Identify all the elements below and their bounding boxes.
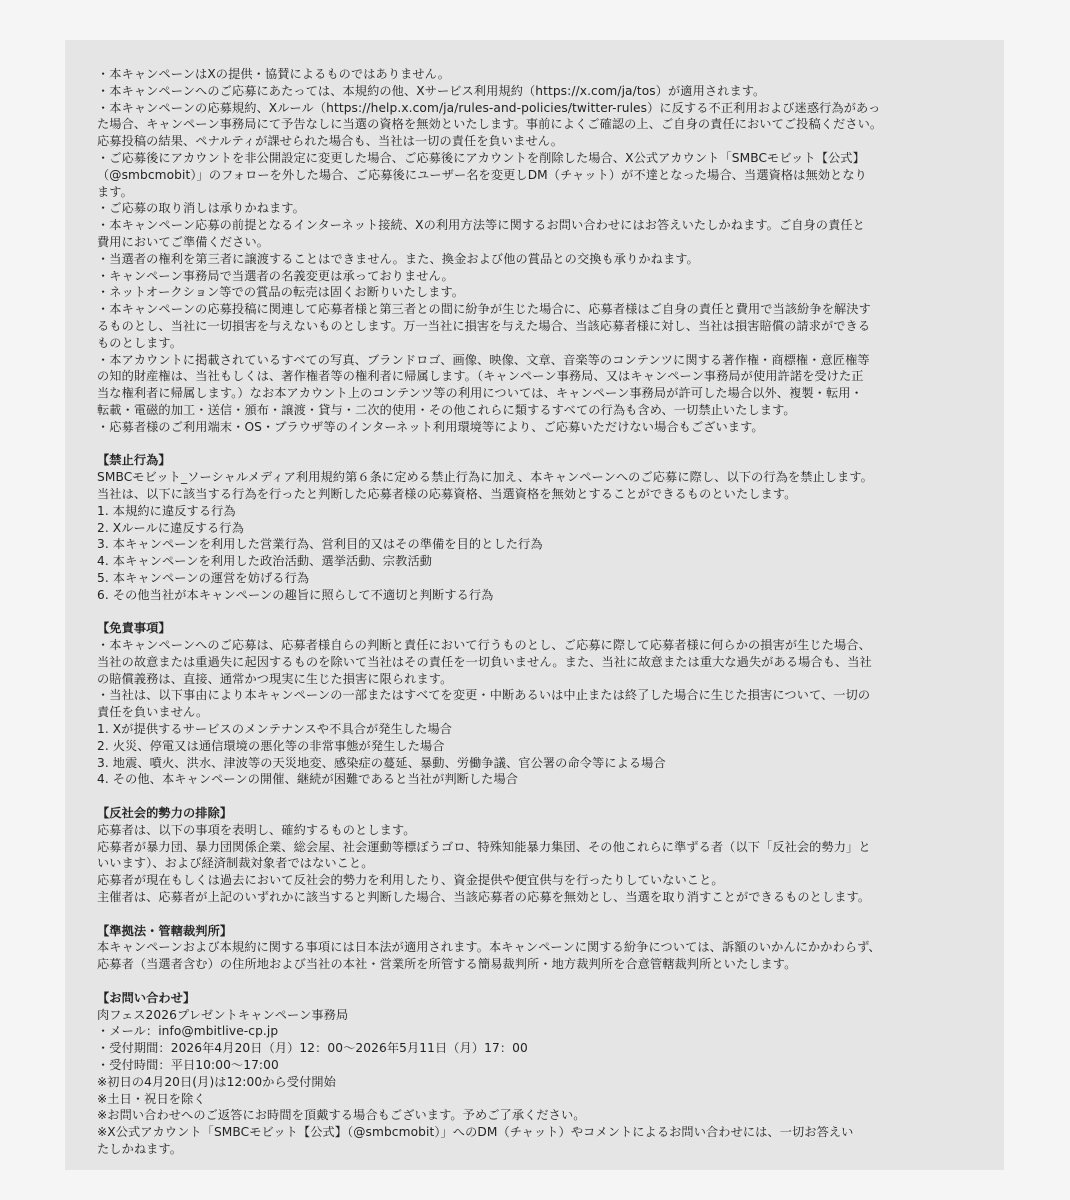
disclaimer-section: [97, 620, 976, 788]
prohibited-section: [97, 452, 976, 603]
section-heading: 【反社会的勢力の排除】: [97, 806, 233, 821]
disclaimer-line: 4. その他、本キャンペーンの開催、継続が困難であると当社が判断した場合: [97, 772, 519, 787]
notes-line: ・ネットオークション等での賞品の転売は固くお断りいたします。: [97, 285, 465, 300]
antisocial-line: いいます）、および経済制裁対象者ではないこと。: [97, 856, 374, 871]
prohibited-line: 6. その他当社が本キャンペーンの趣旨に照らして不適切と判断する行為: [97, 587, 494, 602]
disclaimer-line: 1. Xが提供するサービスのメンテナンスや不具合が発生した場合: [97, 722, 453, 737]
contact-line: ※お問い合わせへのご返答にお時間を頂戴する場合もございます。予めご了承ください。: [97, 1108, 586, 1123]
disclaimer-line: 3. 地震、噴火、洪水、津波等の天災地変、感染症の蔓延、暴動、労働争議、官公署の命令等による場合: [97, 755, 666, 770]
notes-line: ・応募者様のご利用端末・OS・ブラウザ等のインターネット利用環境等により、ご応募いただけない場合もございます。: [97, 419, 764, 434]
notes-line: ・本キャンペーンの応募投稿に関連して応募者様と第三者との間に紛争が生じた場合に、応募者様はご自身の責任と費用で当該紛争を解決す: [97, 302, 871, 317]
disclaimer-line: 2. 火災、停電又は通信環境の悪化等の非常事態が発生した場合: [97, 738, 445, 753]
notes-line: 応募投稿の結果、ペナルティが課せられた場合も、当社は一切の責任を負いません。: [97, 134, 564, 149]
notes-section: [97, 66, 976, 436]
notes-line: ・本キャンペーン応募の前提となるインターネット接続、Xの利用方法等に関するお問い合わせにはお答えいたしかねます。ご自身の責任と: [97, 218, 865, 233]
disclaimer-line: の賠償義務は、直接、通常かつ現実に生じた損害に限られます。: [97, 671, 453, 686]
contact-line: たしかねます。: [97, 1142, 183, 1156]
notes-line: ・当選者の権利を第三者に譲渡することはできません。また、換金および他の賞品との交換も承りかねます。: [97, 251, 699, 266]
notes-line: ・本キャンペーンの応募規約、Xルール（https://help.x.com/ja/rules-and-policies/twitter-rules）に反する不正利用および迷惑行為があっ: [97, 100, 881, 115]
antisocial-line: 応募者が暴力団、暴力団関係企業、総会屋、社会運動等標ぼうゴロ、特殊知能暴力集団、その他これらに準ずる者（以下「反社会的勢力」と: [97, 839, 871, 854]
section-heading: 【禁止行為】: [97, 453, 171, 468]
section-gap: [97, 973, 976, 990]
prohibited-line: SMBCモビット_ソーシャルメディア利用規約第６条に定める禁止行為に加え、本キャンペーンへのご応募に際し、以下の行為を禁止します。: [97, 470, 873, 485]
prohibited-line: 5. 本キャンペーンの運営を妨げる行為: [97, 570, 310, 585]
contact-section: [97, 990, 976, 1158]
section-gap: [97, 436, 976, 453]
contact-line: ※初日の4月20日(月)は12:00から受付開始: [97, 1074, 336, 1089]
contact-line: ・受付期間：2026年4月20日（月）12：00～2026年5月11日（月）17：00: [97, 1041, 528, 1056]
disclaimer-line: ・当社は、以下事由により本キャンペーンの一部またはすべてを変更・中断あるいは中止または終了した場合に生じた損害について、一切の: [97, 688, 871, 703]
prohibited-line: 2. Xルールに違反する行為: [97, 520, 244, 535]
law-section: [97, 923, 976, 973]
terms-panel: [65, 40, 1004, 1170]
contact-line: ※土日・祝日を除く: [97, 1091, 206, 1106]
section-gap: [97, 906, 976, 923]
prohibited-line: 1. 本規約に違反する行為: [97, 503, 236, 518]
antisocial-line: 応募者は、以下の事項を表明し、確約するものとします。: [97, 822, 416, 837]
antisocial-line: 主催者は、応募者が上記のいずれかに該当すると判断した場合、当該応募者の応募を無効とし、当選を取り消すことができるものとします。: [97, 890, 871, 905]
contact-line: ・受付時間：平日10:00～17:00: [97, 1058, 279, 1073]
notes-line: 費用においてご準備ください。: [97, 234, 270, 249]
prohibited-line: 3. 本キャンペーンを利用した営業行為、営利目的又はその準備を目的とした行為: [97, 537, 543, 552]
notes-line: ・ご応募後にアカウントを非公開設定に変更した場合、ご応募後にアカウントを削除した場合、X公式アカウント「SMBCモビット【公式】: [97, 150, 865, 165]
antisocial-section: [97, 805, 976, 906]
section-gap: [97, 604, 976, 621]
notes-line: ・本キャンペーンはXの提供・協賛によるものではありません。: [97, 67, 450, 81]
law-line: 本キャンペーンおよび本規約に関する事項には日本法が適用されます。本キャンペーンに関する紛争については、訴額のいかんにかかわらず、: [97, 940, 881, 955]
notes-line: るものとし、当社に一切損害を与えないものとします。万一当社に損害を与えた場合、当該応募者様に対し、当社は損害賠償の請求ができる: [97, 318, 871, 333]
prohibited-line: 当社は、以下に該当する行為を行ったと判断した応募者様の応募資格、当選資格を無効とすることができるものといたします。: [97, 486, 797, 501]
contact-line: 肉フェス2026プレゼントキャンペーン事務局: [97, 1007, 349, 1022]
notes-line: （@smbcmobit）」のフォローを外した場合、ご応募後にユーザー名を変更しDM（チャット）が不達となった場合、当選資格は無効となり: [97, 167, 867, 182]
disclaimer-line: 責任を負いません。: [97, 705, 209, 720]
notes-line: 当な権利者に帰属します。）なお本アカウント上のコンテンツ等の利用については、キャンペーン事務局が許可した場合以外、複製・転用・: [97, 386, 863, 401]
prohibited-line: 4. 本キャンペーンを利用した政治活動、選挙活動、宗教活動: [97, 554, 433, 569]
notes-line: ・キャンペーン事務局で当選者の名義変更は承っておりません。: [97, 268, 454, 283]
notes-line: ます。: [97, 184, 133, 199]
notes-line: ものとします。: [97, 335, 183, 350]
contact-line: ※X公式アカウント「SMBCモビット【公式】（@smbcmobit）」へのDM（チャット）やコメントによるお問い合わせには、一切お答えい: [97, 1125, 854, 1140]
section-heading: 【準拠法・管轄裁判所】: [97, 923, 233, 938]
notes-line: ・本アカウントに掲載されているすべての写真、ブランドロゴ、画像、映像、文章、音楽等のコンテンツに関する著作権・商標権・意匠権等: [97, 352, 870, 367]
section-gap: [97, 788, 976, 805]
law-line: 応募者（当選者含む）の住所地および当社の本社・営業所を所管する簡易裁判所・地方裁判所を合意管轄裁判所といたします。: [97, 957, 797, 972]
notes-line: ・ご応募の取り消しは承りかねます。: [97, 201, 305, 216]
antisocial-line: 応募者が現在もしくは過去において反社会的勢力を利用したり、資金提供や便宜供与を行ったりしていないこと。: [97, 873, 724, 888]
notes-line: の知的財産権は、当社もしくは、著作権者等の権利者に帰属します。（キャンペーン事務局、又はキャンペーン事務局が使用許諾を受けた正: [97, 369, 864, 384]
disclaimer-line: ・本キャンペーンへのご応募は、応募者様自らの判断と責任において行うものとし、ご応募に際して応募者様に何らかの損害が生じた場合、: [97, 638, 871, 653]
notes-line: 転載・電磁的加工・送信・頒布・譲渡・貸与・二次的使用・その他これらに類するすべての行為も含め、一切禁止いたします。: [97, 402, 796, 417]
contact-email: ・メール：info@mbitlive-cp.jp: [97, 1024, 279, 1039]
disclaimer-line: 当社の故意または重過失に起因するものを除いて当社はその責任を一切負いません。また、当社に故意または重大な過失がある場合も、当社: [97, 654, 872, 669]
notes-line: た場合、キャンペーン事務局にて予告なしに当選の資格を無効といたします。事前によくご確認の上、ご自身の責任においてご投稿ください。: [97, 117, 883, 132]
section-heading: 【免責事項】: [97, 621, 171, 636]
section-heading: 【お問い合わせ】: [97, 990, 196, 1005]
notes-line: ・本キャンペーンへのご応募にあたっては、本規約の他、Xサービス利用規約（https://x.com/ja/tos）が適用されます。: [97, 83, 766, 98]
